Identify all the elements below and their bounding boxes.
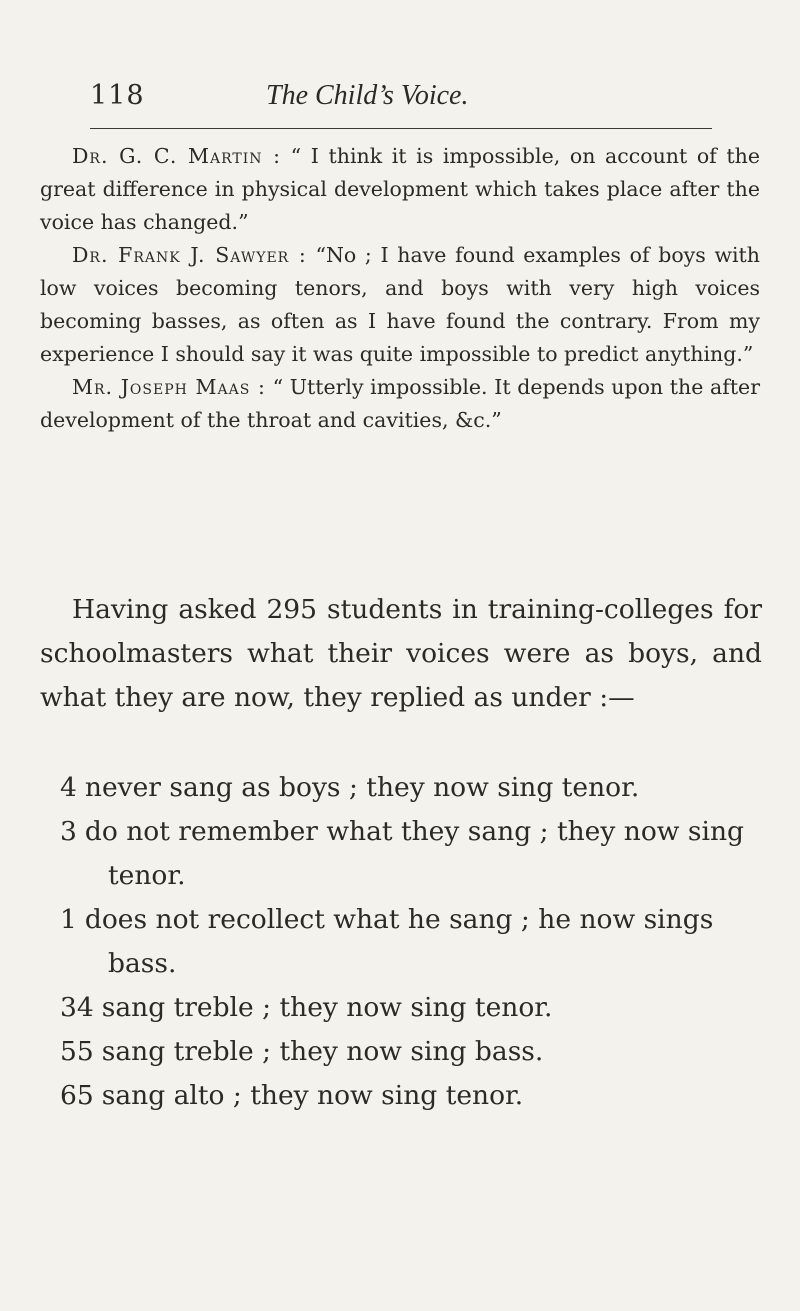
- response-count: 65: [60, 1080, 94, 1111]
- list-item: [40, 766, 762, 810]
- response-text: sang treble ; they now sing bass.: [101, 1036, 544, 1067]
- list-item: [40, 986, 762, 1030]
- page-header: [90, 80, 710, 120]
- list-item: [40, 1030, 762, 1074]
- list-item: [40, 810, 762, 898]
- response-count: 1: [60, 904, 77, 935]
- speaker-name: Dr. G. C. Martin :: [72, 144, 282, 168]
- response-count: 55: [60, 1036, 94, 1067]
- running-title: The Child’s Voice.: [266, 80, 469, 111]
- response-count: 3: [60, 816, 77, 847]
- testimony-martin: [40, 140, 760, 239]
- survey-intro-paragraph: Having asked 295 students in training-colleges for schoolmasters what their voices were as boys, and what they are now, they replied as under :—: [40, 594, 762, 713]
- speaker-name: Mr. Joseph Maas :: [72, 375, 266, 399]
- page-number: 118: [90, 80, 145, 111]
- list-item: [40, 1074, 762, 1118]
- response-text: does not recollect what he sang ; he now sings bass.: [84, 904, 714, 979]
- header-rule: [90, 128, 712, 129]
- speaker-name: Dr. Frank J. Sawyer :: [72, 243, 307, 267]
- response-text: sang alto ; they now sing tenor.: [101, 1080, 524, 1111]
- testimony-quote: “ Utterly impossible. It depends upon the after development of the throat and cavities, &c.”: [40, 375, 760, 432]
- response-text: do not remember what they sang ; they now sing tenor.: [84, 816, 744, 891]
- list-item: [40, 898, 762, 986]
- testimony-sawyer: [40, 239, 760, 371]
- testimony-maas: [40, 371, 760, 437]
- response-text: sang treble ; they now sing tenor.: [101, 992, 553, 1023]
- survey-responses-list: [40, 766, 762, 1118]
- response-text: never sang as boys ; they now sing tenor.: [84, 772, 640, 803]
- testimonies-section: [40, 140, 760, 437]
- testimony-quote: “ I think it is impossible, on account of the great difference in physical development which takes place after the voice has changed.”: [40, 144, 760, 234]
- response-count: 4: [60, 772, 77, 803]
- response-count: 34: [60, 992, 94, 1023]
- testimony-quote: “No ; I have found examples of boys with low voices becoming tenors, and boys with very high voices becoming basses, as often as I have found the contrary. From my experience I should say it was quite impossible to predict anything.”: [40, 243, 760, 366]
